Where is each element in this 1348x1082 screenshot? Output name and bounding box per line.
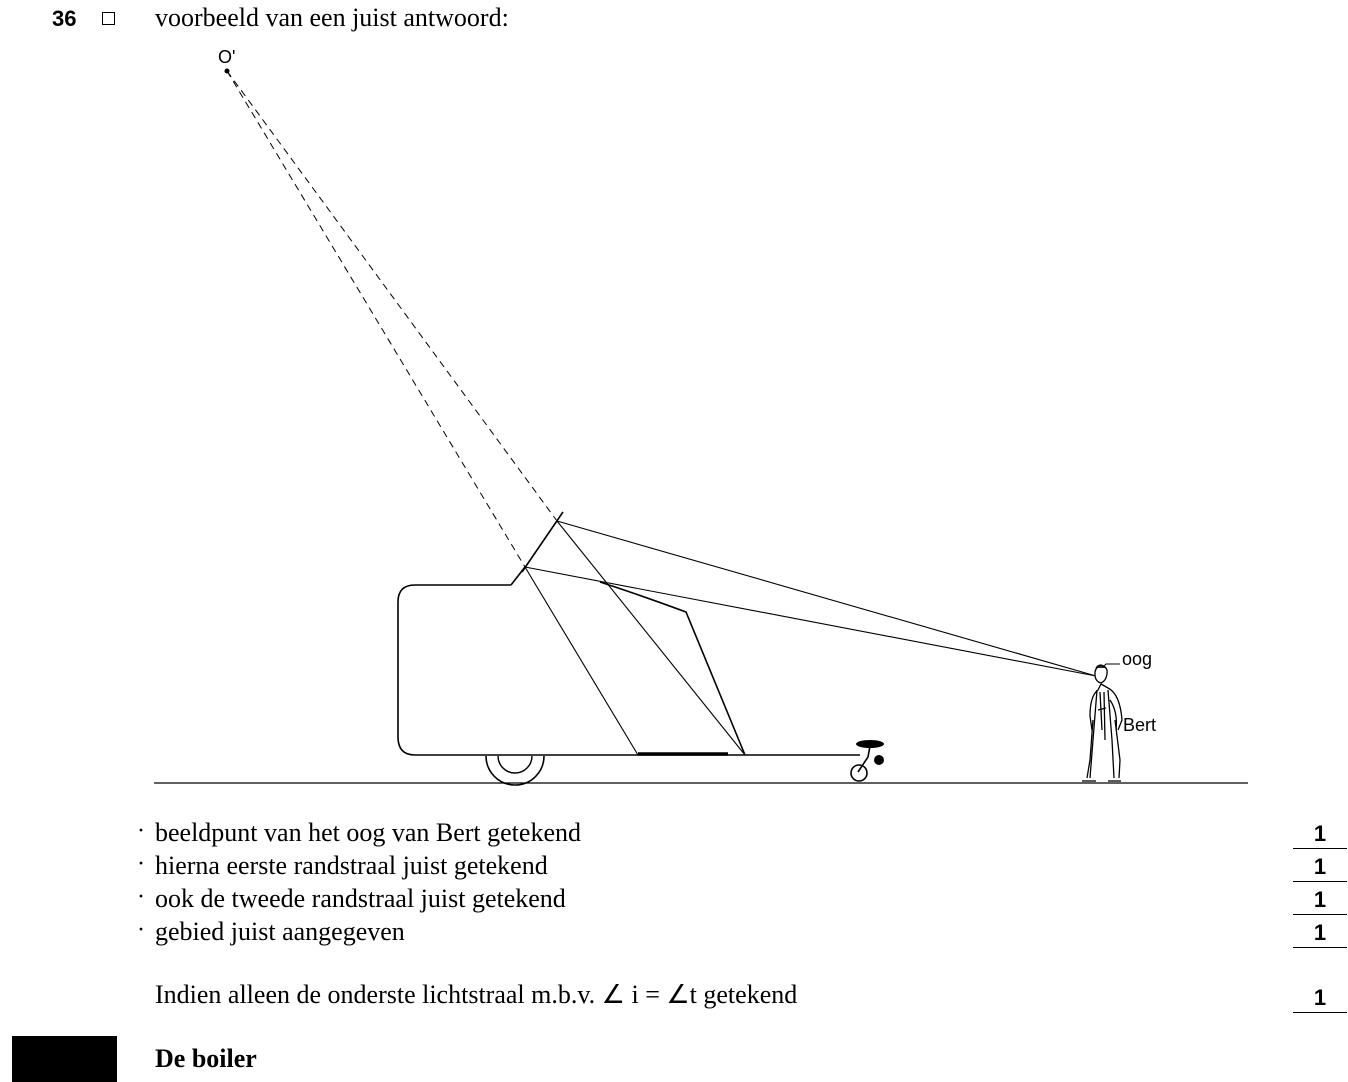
section-marker [12,1036,117,1082]
eye-ray-lower [525,567,1096,676]
image-point-label: O' [218,47,236,67]
note-score: 1 [1293,984,1347,1013]
question-number: 36 [52,6,77,31]
reflected-ray-lower [525,567,638,755]
section-title: De boiler [155,1044,257,1073]
criterion-row [137,851,1348,884]
criterion-score: 1 [1293,919,1347,948]
person-label: Bert [1123,715,1157,735]
criterion-text: beeldpunt van het oog van Bert getekend [155,818,581,847]
question-heading: voorbeeld van een juist antwoord: [155,3,509,32]
criterion-text: ook de tweede randstraal juist getekend [155,884,566,913]
criterion-score: 1 [1293,820,1347,849]
bullet: · [137,884,145,910]
car-wheel [486,756,544,785]
criterion-row [137,884,1348,917]
tow-dot [874,755,884,765]
criterion-row [137,818,1348,851]
scoring-note: Indien alleen de onderste lichtstraal m.b.v. ∠ i = ∠t getekend [155,980,798,1009]
criterion-score: 1 [1293,853,1347,882]
criterion-row [137,917,1348,950]
criterion-text: hierna eerste randstraal juist getekend [155,851,548,880]
tow-wheel [851,765,867,781]
bullet: · [137,818,145,844]
reflected-ray-upper [557,521,745,755]
criterion-text: gebied juist aangegeven [155,917,405,946]
criterion-score: 1 [1293,886,1347,915]
scoring-criteria [137,818,1348,950]
car-wheel-inner [498,756,532,773]
dashed-ray-upper [227,71,557,521]
eye-label: oog [1122,649,1153,669]
bullet: · [137,851,145,877]
eye-ray-upper [557,521,1096,676]
person-figure [1082,665,1122,781]
car-window [600,582,745,755]
mirror [522,512,563,572]
dashed-ray-lower [227,71,525,567]
bullet: · [137,917,145,943]
